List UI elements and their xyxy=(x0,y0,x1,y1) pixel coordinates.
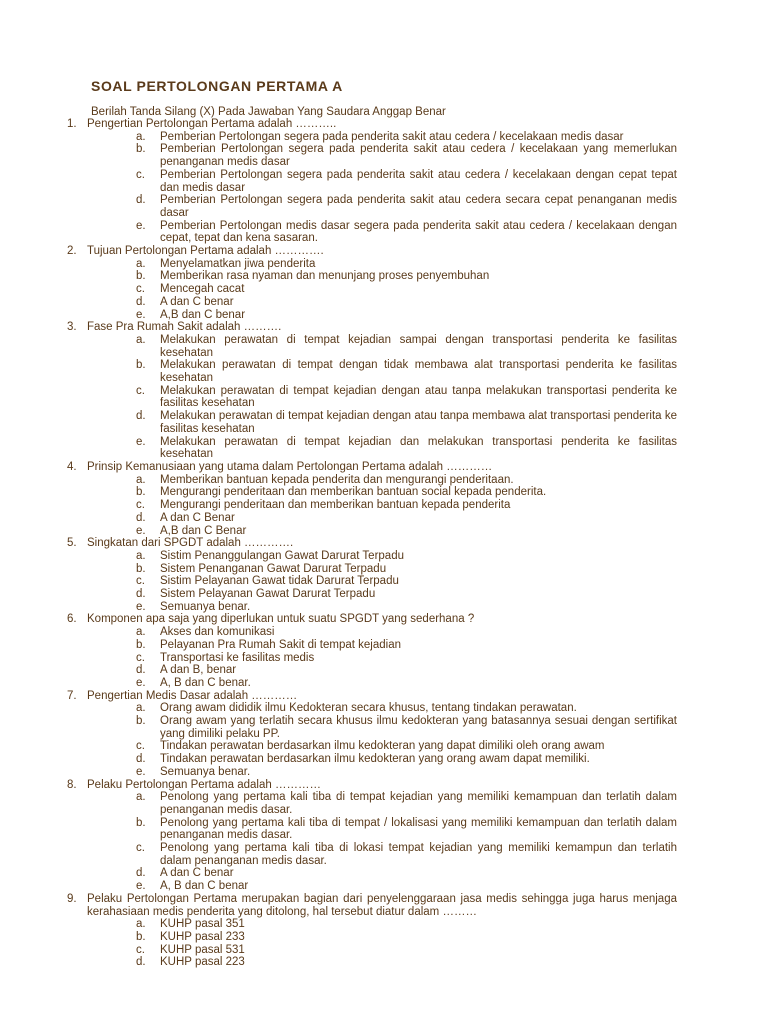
answer-option[interactable] xyxy=(67,334,677,359)
answer-option[interactable] xyxy=(67,486,677,499)
question-text: Pengertian Medis Dasar adalah ………… xyxy=(87,689,298,702)
question-text: Pelaku Pertolongan Pertama merupakan bagian dari penyelenggaraan jasa medis sehingga juga harus menjaga kerahasiaan medis penderita yang ditolong, hal tersebut diatur dalam ……… xyxy=(87,892,677,918)
question-item xyxy=(67,461,677,537)
option-text: Sistim Pelayanan Gawat tidak Darurat Terpadu xyxy=(160,575,399,588)
question-number: 6. xyxy=(67,613,77,626)
option-text: Semuanya benar. xyxy=(160,600,251,613)
question-header xyxy=(67,537,677,550)
option-letter: c. xyxy=(136,384,145,397)
option-text: Transportasi ke fasilitas medis xyxy=(160,651,315,664)
answer-option[interactable] xyxy=(67,169,677,194)
question-header xyxy=(67,461,677,474)
answer-option[interactable] xyxy=(67,880,677,893)
option-letter: e. xyxy=(136,308,146,321)
question-number: 5. xyxy=(67,537,77,550)
answer-option[interactable] xyxy=(67,270,677,283)
page-title: SOAL PERTOLONGAN PERTAMA A xyxy=(91,78,343,94)
option-text: A,B dan C benar xyxy=(160,308,246,321)
question-item xyxy=(67,537,677,613)
answer-option[interactable] xyxy=(67,588,677,601)
option-text: Sistem Pelayanan Gawat Darurat Terpadu xyxy=(160,588,376,601)
option-letter: e. xyxy=(136,880,146,893)
answer-option[interactable] xyxy=(67,664,677,677)
option-text: Melakukan perawatan di tempat kejadian dengan atau tanpa membawa alat transportasi penderita ke fasilitas kesehatan xyxy=(160,410,677,435)
option-letter: e. xyxy=(136,600,146,613)
answer-option[interactable] xyxy=(67,474,677,487)
answer-option[interactable] xyxy=(67,436,677,461)
option-letter: b. xyxy=(136,359,146,372)
option-text: KUHP pasal 351 xyxy=(160,918,245,931)
answer-option[interactable] xyxy=(67,359,677,384)
option-text: Pemberian Pertolongan segera pada penderita sakit atau cedera secara cepat penanganan medis dasar xyxy=(160,194,677,219)
option-letter: e. xyxy=(136,676,146,689)
option-letter: c. xyxy=(136,499,145,512)
option-letter: c. xyxy=(136,943,145,956)
answer-option[interactable] xyxy=(67,525,677,538)
question-item xyxy=(67,321,677,461)
option-text: KUHP pasal 531 xyxy=(160,943,245,956)
option-text: Orang awam yang terlatih secara khusus ilmu kedokteran yang batasannya sesuai dengan sertifikat yang dimiliki pelaku PP. xyxy=(160,715,677,740)
question-number: 2. xyxy=(67,245,77,258)
option-letter: e. xyxy=(136,524,146,537)
option-text: Mengurangi penderitaan dan memberikan bantuan kepada penderita xyxy=(160,499,511,512)
answer-option[interactable] xyxy=(67,740,677,753)
option-letter: b. xyxy=(136,486,146,499)
question-header xyxy=(67,893,677,918)
answer-option[interactable] xyxy=(67,550,677,563)
answer-option[interactable] xyxy=(67,194,677,219)
question-item xyxy=(67,245,677,321)
question-item xyxy=(67,118,677,245)
option-text: Pemberian Pertolongan medis dasar segera pada penderita sakit atau cedera / kecelakaan dengan cepat, tepat dan kena sasaran. xyxy=(160,219,677,245)
option-text: Semuanya benar. xyxy=(160,765,251,778)
option-text: Penolong yang pertama kali tiba di tempat / lokalisasi yang memiliki kemampuan dan terlatih dalam penanganan medis dasar. xyxy=(160,816,677,842)
option-text: Sistem Penanganan Gawat Darurat Terpadu xyxy=(160,562,387,575)
question-item xyxy=(67,779,677,893)
answer-option[interactable] xyxy=(67,283,677,296)
question-number: 3. xyxy=(67,321,77,334)
option-text: Pelayanan Pra Rumah Sakit di tempat kejadian xyxy=(160,638,402,651)
option-letter: d. xyxy=(136,588,146,601)
option-text: Sistim Penanggulangan Gawat Darurat Terpadu xyxy=(160,549,404,562)
option-letter: c. xyxy=(136,575,145,588)
option-text: Penolong yang pertama kali tiba di lokasi tempat kejadian yang memiliki kemampun dan terlatih dalam penanganan medis dasar. xyxy=(160,842,677,867)
option-text: Pemberian Pertolongan segera pada penderita sakit atau cedera / kecelakaan dengan cepat tepat dan medis dasar xyxy=(160,168,677,194)
option-text: Mencegah cacat xyxy=(160,283,245,296)
question-number: 7. xyxy=(67,689,77,702)
option-text: Tindakan perawatan berdasarkan ilmu kedokteran yang dapat dimiliki oleh orang awam xyxy=(160,740,605,753)
option-letter: b. xyxy=(136,931,146,943)
option-letter: b. xyxy=(136,816,146,829)
option-letter: a. xyxy=(136,626,146,639)
instruction-text: Berilah Tanda Silang (X) Pada Jawaban Yang Saudara Anggap Benar xyxy=(91,106,446,118)
answer-option[interactable] xyxy=(67,258,677,271)
answer-option[interactable] xyxy=(67,410,677,435)
question-text: Pelaku Pertolongan Pertama adalah ………… xyxy=(87,778,321,791)
option-letter: b. xyxy=(136,143,146,156)
option-text: Orang awam dididik ilmu Kedokteran secara khusus, tentang tindakan perawatan. xyxy=(160,702,577,715)
option-letter: a. xyxy=(136,333,146,346)
option-letter: b. xyxy=(136,638,146,651)
option-text: Pemberian Pertolongan segera pada penderita sakit atau cedera / kecelakaan medis dasar xyxy=(160,130,624,143)
option-letter: a. xyxy=(136,130,146,143)
answer-option[interactable] xyxy=(67,702,677,715)
answer-option[interactable] xyxy=(67,931,677,944)
option-text: A,B dan C Benar xyxy=(160,524,247,537)
option-letter: d. xyxy=(136,867,146,880)
option-letter: c. xyxy=(136,651,145,664)
answer-option[interactable] xyxy=(67,131,677,144)
question-number: 4. xyxy=(67,460,77,473)
answer-option[interactable] xyxy=(67,791,677,816)
option-letter: b. xyxy=(136,270,146,283)
option-letter: a. xyxy=(136,702,146,715)
option-letter: b. xyxy=(136,715,146,728)
option-text: Melakukan perawatan di tempat kejadian dengan atau tanpa melakukan transportasi penderita ke fasilitas kesehatan xyxy=(160,384,677,410)
option-letter: e. xyxy=(136,435,146,448)
question-text: Fase Pra Rumah Sakit adalah ………. xyxy=(87,321,282,334)
option-text: Memberikan bantuan kepada penderita dan mengurangi penderitaan. xyxy=(160,473,514,486)
option-text: A dan C Benar xyxy=(160,511,235,524)
answer-option[interactable] xyxy=(67,499,677,512)
option-text: Memberikan rasa nyaman dan menunjang proses penyembuhan xyxy=(160,270,490,283)
answer-option[interactable] xyxy=(67,563,677,576)
question-number: 1. xyxy=(67,118,77,130)
answer-option[interactable] xyxy=(67,867,677,880)
answer-option[interactable] xyxy=(67,601,677,614)
question-header xyxy=(67,245,677,258)
option-letter: c. xyxy=(136,283,145,296)
question-text: Pengertian Pertolongan Pertama adalah ……….. xyxy=(87,118,337,130)
option-text: Akses dan komunikasi xyxy=(160,626,275,639)
answer-option[interactable] xyxy=(67,766,677,779)
question-text: Komponen apa saja yang diperlukan untuk suatu SPGDT yang sederhana ? xyxy=(87,613,475,626)
question-header xyxy=(67,690,677,703)
option-text: Penolong yang pertama kali tiba di tempat kejadian yang memiliki kemampuan dan terlatih dalam penanganan medis dasar. xyxy=(160,791,677,816)
option-letter: a. xyxy=(136,549,146,562)
question-item xyxy=(67,893,677,969)
answer-option[interactable] xyxy=(67,842,677,867)
option-text: Tindakan perawatan berdasarkan ilmu kedokteran yang orang awam dapat memiliki. xyxy=(160,753,590,766)
answer-option[interactable] xyxy=(67,309,677,322)
answer-option[interactable] xyxy=(67,944,677,957)
option-text: A, B dan C benar xyxy=(160,880,249,893)
question-header xyxy=(67,613,677,626)
option-letter: d. xyxy=(136,410,146,423)
option-letter: c. xyxy=(136,168,145,181)
option-letter: a. xyxy=(136,791,146,804)
option-letter: d. xyxy=(136,664,146,677)
option-text: Melakukan perawatan di tempat kejadian sampai dengan transportasi penderita ke fasilitas kesehatan xyxy=(160,333,677,359)
option-text: A dan C benar xyxy=(160,295,234,308)
answer-option[interactable] xyxy=(67,639,677,652)
option-text: A dan B, benar xyxy=(160,664,237,677)
answer-option[interactable] xyxy=(67,817,677,842)
answer-option[interactable] xyxy=(67,220,677,245)
question-item xyxy=(67,690,677,779)
option-letter: a. xyxy=(136,473,146,486)
option-letter: e. xyxy=(136,765,146,778)
option-letter: b. xyxy=(136,562,146,575)
answer-option[interactable] xyxy=(67,652,677,665)
option-text: A dan C benar xyxy=(160,867,234,880)
answer-option[interactable] xyxy=(67,753,677,766)
answer-option[interactable] xyxy=(67,385,677,410)
option-letter: d. xyxy=(136,511,146,524)
question-list xyxy=(67,118,677,969)
option-letter: d. xyxy=(136,956,146,969)
answer-option[interactable] xyxy=(67,626,677,639)
question-text: Prinsip Kemanusiaan yang utama dalam Pertolongan Pertama adalah ………… xyxy=(87,460,493,473)
question-header xyxy=(67,779,677,792)
answer-option[interactable] xyxy=(67,918,677,931)
option-text: Melakukan perawatan di tempat dengan tidak membawa alat transportasi penderita ke fasilitas kesehatan xyxy=(160,359,677,385)
question-number: 9. xyxy=(67,892,77,905)
option-text: KUHP pasal 223 xyxy=(160,956,245,969)
option-letter: d. xyxy=(136,194,146,207)
option-letter: d. xyxy=(136,753,146,766)
option-text: Pemberian Pertolongan segera pada penderita sakit atau cedera / kecelakaan yang memerlukan penanganan medis dasar xyxy=(160,143,677,169)
question-header xyxy=(67,321,677,334)
question-text: Tujuan Pertolongan Pertama adalah …………. xyxy=(87,245,324,258)
option-letter: c. xyxy=(136,740,145,753)
option-text: KUHP pasal 233 xyxy=(160,931,245,943)
answer-option[interactable] xyxy=(67,575,677,588)
answer-option[interactable] xyxy=(67,296,677,309)
question-text: Singkatan dari SPGDT adalah …………. xyxy=(87,537,294,550)
question-item xyxy=(67,613,677,689)
answer-option[interactable] xyxy=(67,143,677,168)
option-letter: d. xyxy=(136,295,146,308)
question-number: 8. xyxy=(67,778,77,791)
answer-option[interactable] xyxy=(67,956,677,969)
answer-option[interactable] xyxy=(67,512,677,525)
option-text: Melakukan perawatan di tempat kejadian dan melakukan transportasi penderita ke fasilitas kesehatan xyxy=(160,435,677,461)
question-header xyxy=(67,118,677,131)
option-letter: a. xyxy=(136,918,146,931)
option-text: A, B dan C benar. xyxy=(160,676,251,689)
answer-option[interactable] xyxy=(67,715,677,740)
option-text: Menyelamatkan jiwa penderita xyxy=(160,257,316,270)
option-letter: a. xyxy=(136,257,146,270)
option-letter: c. xyxy=(136,842,145,855)
answer-option[interactable] xyxy=(67,677,677,690)
option-text: Mengurangi penderitaan dan memberikan bantuan social kepada penderita. xyxy=(160,486,547,499)
option-letter: e. xyxy=(136,219,146,232)
